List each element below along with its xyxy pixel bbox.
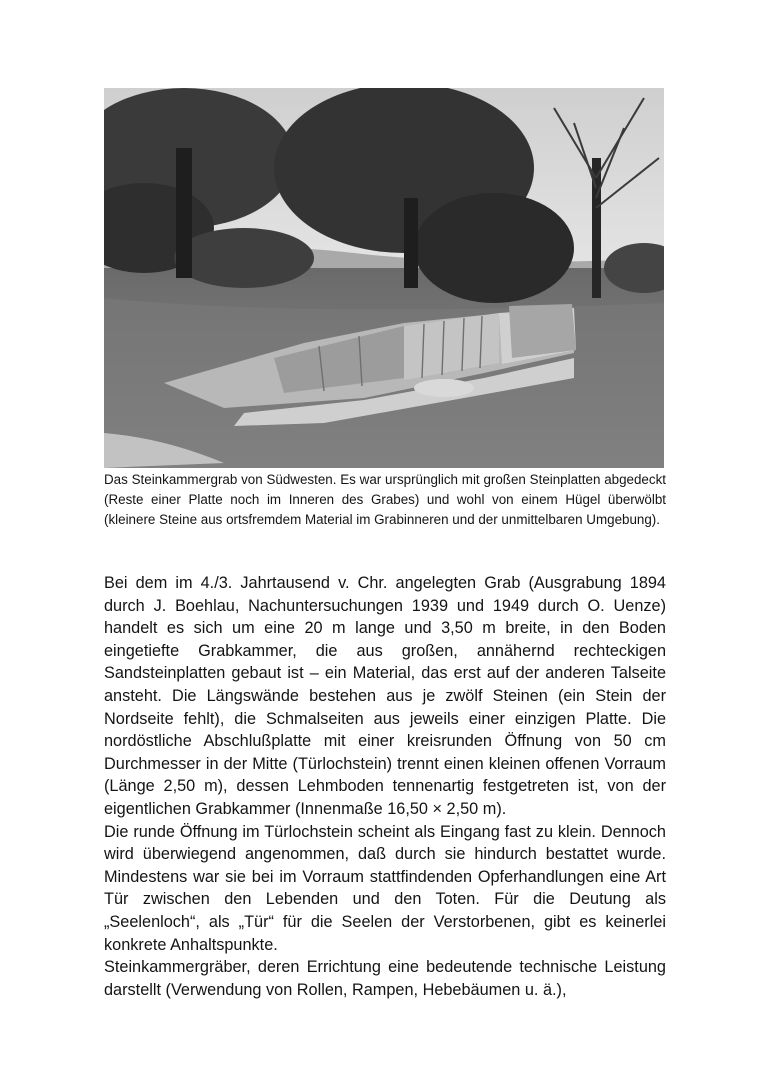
paragraph-3: Steinkammergräber, deren Errichtung eine bedeutende technische Leistung darstellt (Verwendung von Rollen, Rampen, Hebebäumen u. ä.), — [104, 958, 666, 999]
body-text — [104, 572, 666, 1001]
photo-caption — [104, 470, 666, 530]
grave-photo — [104, 88, 664, 468]
shrub-left — [174, 228, 314, 288]
tree-trunk-left — [176, 148, 192, 278]
paragraph-2: Die runde Öffnung im Türlochstein scheint als Eingang fast zu klein. Dennoch wird überwiegend angenommen, daß durch sie hindurch bestattet wurde. Mindestens war sie bei im Vorraum stattfindenden Opferhandlungen eine Art Tür zwischen den Lebenden und den Toten. Für die Deutung als „Seelenloch“, als „Tür“ für die Seelen der Verstorbenen, gibt es keinerlei konkrete Anhaltspunkte. — [104, 822, 666, 954]
tree-canopy-center-right — [414, 193, 574, 303]
tree-trunk-center — [404, 198, 418, 288]
paragraph-1: Bei dem im 4./3. Jahrtausend v. Chr. angelegten Grab (Ausgrabung 1894 durch J. Boehlau, Nachuntersuchungen 1939 und 1949 durch O. Uenze) handelt es sich um eine 20 m lange und 3,50 m breite, in den Boden eingetiefte Grabkammer, die aus großen, annähernd rechteckigen Sandsteinplatten gebaut ist – ein Material, das erst auf der anderen Talseite ansteht. Die Längswände bestehen aus je zwölf Steinen (ein Stein der Nordseite fehlt), die Schmalseiten aus jeweils einer einzigen Platte. Die nordöstliche Abschlußplatte mit einer kreisrunden Öffnung von 50 cm Durchmesser in der Mitte (Türlochstein) trennt einen kleinen offenen Vorraum (Länge 2,50 m), dessen Lehmboden tennenartig festgetreten ist, von der eigentlichen Grabkammer (Innenmaße 16,50 × 2,50 m). — [104, 574, 666, 818]
grave-photo-drawing — [104, 88, 664, 468]
caption-text: Das Steinkammergrab von Südwesten. Es war ursprünglich mit großen Steinplatten abgedeckt (Reste einer Platte noch im Inneren des Grabes) und wohl von einem Hügel überwölbt (kleinere Steine aus ortsfremdem Material im Grabinneren und der unmittelbaren Umgebung). — [104, 472, 666, 527]
